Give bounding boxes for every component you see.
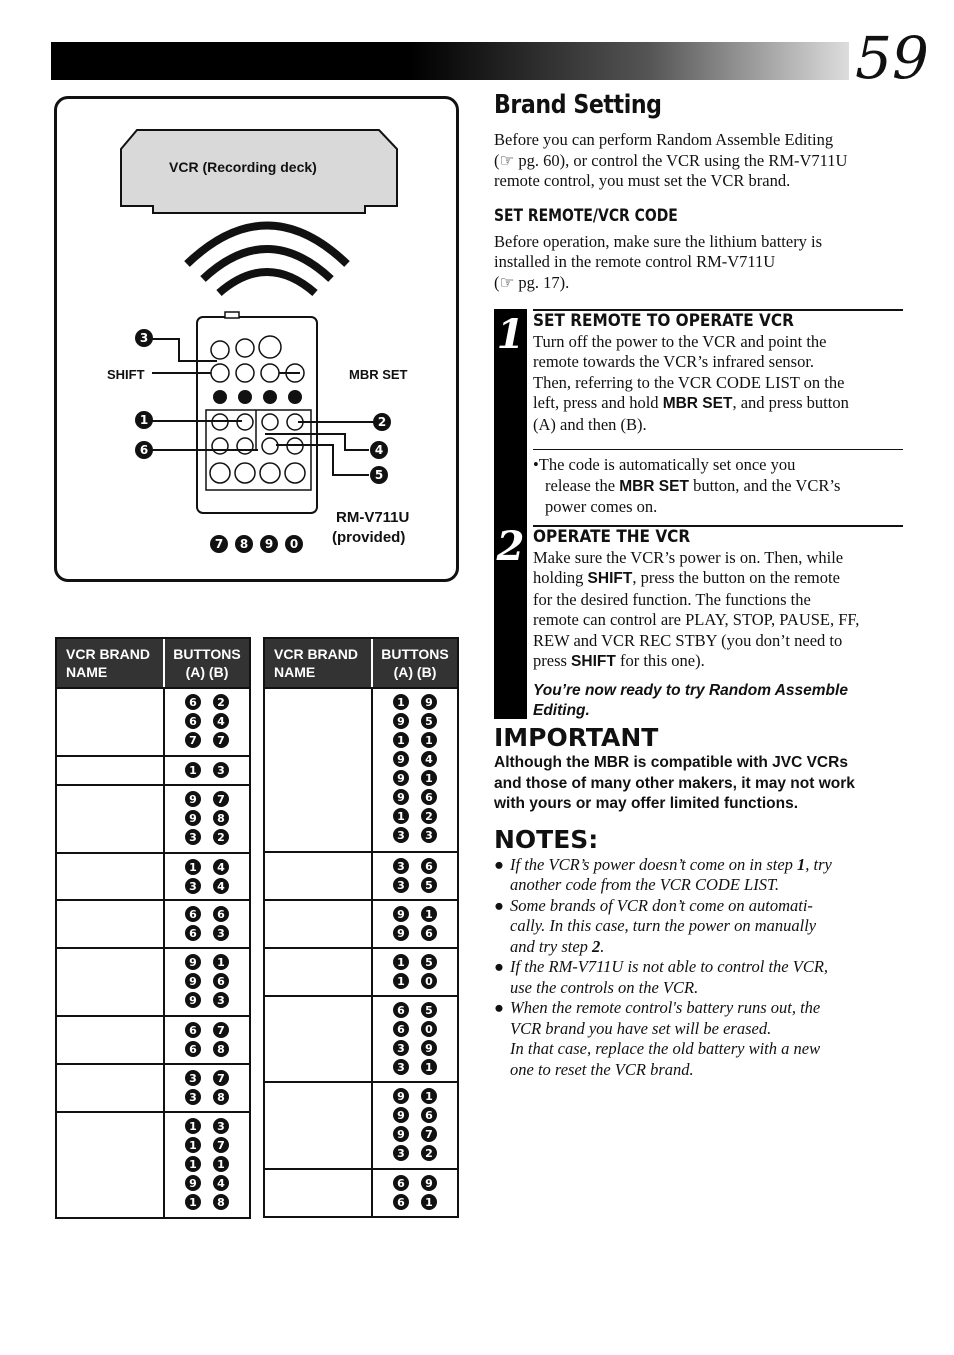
code-a: 6 — [185, 906, 201, 922]
callout-9: 9 — [260, 535, 278, 553]
step-1-note: •The code is automatically set once you release the MBR SET button, and the VCR’s power comes on. — [533, 455, 841, 516]
header-buttons: BUTTONS — [381, 646, 449, 662]
code-b: 9 — [421, 1040, 437, 1056]
code-b: 3 — [213, 1118, 229, 1134]
code-a: 3 — [185, 1070, 201, 1086]
button-codes-cell — [373, 689, 457, 851]
code-pair — [185, 1175, 229, 1191]
code-b: 1 — [421, 1194, 437, 1210]
code-b: 6 — [421, 1107, 437, 1123]
callout-0: 0 — [285, 535, 303, 553]
code-a: 9 — [393, 1088, 409, 1104]
code-a: 3 — [393, 1059, 409, 1075]
code-a: 6 — [185, 925, 201, 941]
code-a: 1 — [185, 1156, 201, 1172]
illustration-panel — [54, 96, 459, 582]
intro-line-2: (☞ pg. 60), or control the VCR using the RM-V711U — [494, 150, 848, 170]
steps — [494, 293, 906, 719]
brand-name-cell — [57, 854, 165, 899]
callout-5: 5 — [370, 466, 388, 484]
before-line-3: (☞ pg. 17). — [494, 272, 570, 292]
brand-name-cell — [265, 949, 373, 995]
vcr-code-table-right — [263, 637, 459, 1218]
vcr-code-table-left — [55, 637, 251, 1219]
brand-name-cell — [57, 1113, 165, 1217]
code-a: 9 — [185, 992, 201, 1008]
code-a: 9 — [393, 713, 409, 729]
brand-name-cell — [265, 901, 373, 947]
code-b: 1 — [421, 1088, 437, 1104]
brand-name-cell — [265, 689, 373, 851]
callout-1: 1 — [135, 411, 153, 429]
code-b: 1 — [421, 1059, 437, 1075]
brand-name-cell — [57, 786, 165, 852]
step-1-line: remote towards the VCR’s infrared sensor. — [533, 352, 815, 371]
note-item: ● If the VCR’s power doesn’t come on in step 1, try another code from the VCR CODE LIST. — [494, 854, 832, 894]
code-pair — [393, 827, 437, 843]
code-a: 1 — [185, 1118, 201, 1134]
step-1-line: (A) and then (B). — [533, 414, 647, 434]
code-pair — [393, 954, 437, 970]
code-a: 6 — [185, 694, 201, 710]
header-brand-name-2: NAME — [274, 664, 316, 680]
step-1-heading: SET REMOTE TO OPERATE VCR — [533, 311, 794, 331]
code-b: 4 — [213, 1175, 229, 1191]
code-b: 8 — [213, 1041, 229, 1057]
code-a: 9 — [393, 789, 409, 805]
main-content — [494, 90, 906, 1080]
code-pair — [393, 925, 437, 941]
code-pair — [393, 1107, 437, 1123]
button-codes-cell — [373, 853, 457, 899]
code-pair — [185, 1118, 229, 1134]
table-row — [57, 1015, 249, 1063]
intro-line-1: Before you can perform Random Assemble Editing — [494, 130, 834, 149]
button-codes-cell — [165, 901, 249, 947]
code-pair — [393, 1126, 437, 1142]
code-pair — [393, 732, 437, 748]
callout-6: 6 — [135, 441, 153, 459]
code-pair — [393, 1175, 437, 1191]
note-item: ● If the RM-V711U is not able to control the VCR, use the controls on the VCR. — [494, 957, 829, 997]
code-b: 3 — [213, 925, 229, 941]
page-number: 59 — [855, 24, 929, 92]
code-a: 9 — [185, 791, 201, 807]
code-pair — [393, 1002, 437, 1018]
step-1-line: Turn off the power to the VCR and point the — [533, 331, 827, 351]
code-pair — [185, 1194, 229, 1210]
code-b: 4 — [213, 878, 229, 894]
code-b: 1 — [213, 1156, 229, 1172]
step-1 — [533, 311, 903, 435]
code-b: 8 — [213, 1194, 229, 1210]
code-b: 7 — [213, 1070, 229, 1086]
code-b: 9 — [421, 694, 437, 710]
header-brand-name-2: NAME — [66, 664, 108, 680]
button-codes-cell — [165, 1113, 249, 1217]
code-pair — [393, 973, 437, 989]
table-row — [57, 1063, 249, 1111]
step-2-line: press SHIFT for this one). — [533, 651, 705, 670]
table-row — [57, 947, 249, 1015]
code-pair — [185, 829, 229, 845]
table-row — [57, 852, 249, 899]
code-b: 7 — [213, 791, 229, 807]
brand-name-cell — [57, 757, 165, 784]
remote-model-label: RM-V711U — [336, 509, 410, 526]
code-a: 9 — [185, 810, 201, 826]
code-pair — [393, 808, 437, 824]
code-pair — [185, 1041, 229, 1057]
code-b: 5 — [421, 877, 437, 893]
button-codes-cell — [373, 901, 457, 947]
table-row — [57, 899, 249, 947]
before-line-1: Before operation, make sure the lithium battery is — [494, 231, 823, 251]
code-a: 1 — [393, 808, 409, 824]
code-b: 6 — [421, 925, 437, 941]
brand-name-cell — [265, 853, 373, 899]
button-codes-cell — [373, 1083, 457, 1168]
code-b: 3 — [213, 992, 229, 1008]
code-b: 7 — [213, 732, 229, 748]
code-b: 4 — [213, 859, 229, 875]
code-a: 9 — [393, 906, 409, 922]
code-pair — [185, 954, 229, 970]
code-a: 6 — [185, 1022, 201, 1038]
code-pair — [185, 992, 229, 1008]
code-pair — [185, 1156, 229, 1172]
header-brand-name-1: VCR BRAND — [66, 646, 150, 662]
code-b: 7 — [421, 1126, 437, 1142]
code-pair — [185, 713, 229, 729]
code-pair — [185, 810, 229, 826]
intro-line-3: remote control, you must set the VCR brand. — [494, 171, 791, 190]
code-a: 3 — [185, 878, 201, 894]
code-a: 1 — [185, 762, 201, 778]
callout-8: 8 — [235, 535, 253, 553]
code-b: 2 — [213, 694, 229, 710]
table-row — [57, 687, 249, 755]
code-a: 1 — [393, 954, 409, 970]
code-a: 1 — [393, 694, 409, 710]
code-a: 9 — [393, 770, 409, 786]
brand-name-cell — [57, 1065, 165, 1111]
code-b: 2 — [421, 808, 437, 824]
code-b: 1 — [421, 770, 437, 786]
code-b: 5 — [421, 713, 437, 729]
callout-2: 2 — [373, 413, 391, 431]
code-pair — [185, 925, 229, 941]
code-pair — [185, 878, 229, 894]
table-row — [265, 1081, 457, 1168]
code-b: 5 — [421, 954, 437, 970]
step-2-line: Make sure the VCR’s power is on. Then, while — [533, 547, 844, 567]
callout-4: 4 — [370, 441, 388, 459]
table-row — [57, 755, 249, 784]
code-a: 6 — [393, 1175, 409, 1191]
brand-name-cell — [57, 949, 165, 1015]
button-codes-cell — [165, 949, 249, 1015]
code-b: 3 — [421, 827, 437, 843]
code-b: 0 — [421, 1021, 437, 1037]
code-a: 7 — [185, 732, 201, 748]
code-pair — [393, 770, 437, 786]
header-buttons: BUTTONS — [173, 646, 241, 662]
ready-note: You’re now ready to try Random Assemble Editing. — [533, 681, 848, 719]
step-2-line: remote can control are PLAY, STOP, PAUSE, FF, — [533, 610, 860, 629]
code-pair — [185, 906, 229, 922]
code-b: 7 — [213, 1022, 229, 1038]
step-1-line: Then, referring to the VCR CODE LIST on the — [533, 372, 845, 392]
brand-name-cell — [265, 997, 373, 1081]
step-2 — [533, 527, 903, 721]
button-codes-cell — [165, 757, 249, 784]
code-pair — [393, 1145, 437, 1161]
code-pair — [393, 713, 437, 729]
code-pair — [185, 1089, 229, 1105]
code-pair — [393, 751, 437, 767]
code-pair — [393, 906, 437, 922]
code-a: 6 — [393, 1194, 409, 1210]
code-a: 9 — [185, 973, 201, 989]
header-brand-name-1: VCR BRAND — [274, 646, 358, 662]
brand-name-cell — [57, 1017, 165, 1063]
before-line-2: installed in the remote control RM-V711U — [494, 252, 776, 271]
table-row — [265, 947, 457, 995]
code-pair — [393, 1021, 437, 1037]
code-b: 3 — [213, 762, 229, 778]
infrared-waves-icon — [187, 226, 347, 294]
button-codes-cell — [373, 949, 457, 995]
code-b: 6 — [421, 858, 437, 874]
code-a: 6 — [393, 1002, 409, 1018]
code-pair — [185, 859, 229, 875]
code-pair — [393, 1040, 437, 1056]
step-2-number: 2 — [496, 523, 525, 570]
code-pair — [185, 732, 229, 748]
code-a: 6 — [185, 1041, 201, 1057]
shift-label: SHIFT — [107, 367, 145, 382]
code-a: 1 — [185, 859, 201, 875]
code-a: 6 — [393, 1021, 409, 1037]
step-bar — [494, 309, 527, 719]
code-b: 9 — [421, 1175, 437, 1191]
table-row — [57, 784, 249, 852]
table-header — [265, 639, 457, 687]
page-title: Brand Setting — [494, 90, 662, 120]
code-pair — [393, 1059, 437, 1075]
table-row — [57, 1111, 249, 1217]
vcr-label: VCR (Recording deck) — [169, 159, 317, 175]
brand-name-cell — [265, 1170, 373, 1216]
brand-name-cell — [265, 1083, 373, 1168]
code-b: 8 — [213, 810, 229, 826]
table-row — [265, 995, 457, 1081]
code-pair — [393, 1088, 437, 1104]
code-a: 9 — [393, 1107, 409, 1123]
button-codes-cell — [165, 1065, 249, 1111]
button-codes-cell — [373, 997, 457, 1081]
step-2-line: holding SHIFT, press the button on the remote — [533, 568, 840, 587]
brand-name-cell — [57, 901, 165, 947]
code-b: 1 — [421, 732, 437, 748]
code-pair — [393, 858, 437, 874]
code-a: 3 — [393, 827, 409, 843]
code-b: 1 — [421, 906, 437, 922]
code-a: 3 — [185, 829, 201, 845]
code-b: 4 — [421, 751, 437, 767]
code-b: 1 — [213, 954, 229, 970]
table-header — [57, 639, 249, 687]
code-b: 5 — [421, 1002, 437, 1018]
code-pair — [393, 789, 437, 805]
note-item: ● Some brands of VCR don’t come on automati- cally. In this case, turn the power on manually and try step 2. — [494, 895, 817, 956]
table-row — [265, 899, 457, 947]
code-pair — [185, 791, 229, 807]
code-a: 1 — [185, 1137, 201, 1153]
header-ab: (A) (B) — [185, 664, 229, 680]
code-pair — [185, 694, 229, 710]
code-a: 9 — [393, 751, 409, 767]
code-a: 1 — [393, 973, 409, 989]
code-pair — [185, 1070, 229, 1086]
code-pair — [393, 694, 437, 710]
code-b: 0 — [421, 973, 437, 989]
remote-provided-label: (provided) — [332, 529, 406, 546]
code-b: 4 — [213, 713, 229, 729]
important-text: Although the MBR is compatible with JVC VCRs and those of many other makers, it may not work with yours or may offer limited functions. — [494, 754, 855, 812]
table-row — [265, 687, 457, 851]
code-b: 7 — [213, 1137, 229, 1153]
header-bar — [51, 42, 849, 80]
code-a: 9 — [393, 925, 409, 941]
code-b: 2 — [213, 829, 229, 845]
code-a: 9 — [185, 954, 201, 970]
table-row — [265, 851, 457, 899]
code-pair — [185, 1022, 229, 1038]
button-codes-cell — [373, 1170, 457, 1216]
code-pair — [185, 762, 229, 778]
code-a: 3 — [185, 1089, 201, 1105]
notes-list — [494, 855, 906, 1081]
note-item: ● When the remote control's battery runs out, the VCR brand you have set will be erased. In that case, replace the old battery with a new one to reset the VCR brand. — [494, 998, 821, 1079]
button-codes-cell — [165, 689, 249, 755]
callout-3: 3 — [135, 329, 153, 347]
code-pair — [393, 1194, 437, 1210]
button-codes-cell — [165, 854, 249, 899]
important-heading: IMPORTANT — [494, 723, 659, 752]
code-a: 9 — [185, 1175, 201, 1191]
step-2-line: for the desired function. The functions the — [533, 589, 811, 609]
button-codes-cell — [165, 1017, 249, 1063]
step-2-line: REW and VCR REC STBY (you don’t need to — [533, 630, 843, 650]
code-a: 3 — [393, 877, 409, 893]
notes-heading: NOTES: — [494, 824, 599, 854]
code-a: 3 — [393, 858, 409, 874]
code-b: 2 — [421, 1145, 437, 1161]
code-pair — [185, 1137, 229, 1153]
code-a: 6 — [185, 713, 201, 729]
code-b: 6 — [213, 906, 229, 922]
step-1-line: left, press and hold MBR SET, and press button — [533, 393, 849, 412]
step-1-number: 1 — [496, 311, 525, 358]
header-ab: (A) (B) — [393, 664, 437, 680]
code-pair — [393, 877, 437, 893]
section-subheading: SET REMOTE/VCR CODE — [494, 205, 678, 226]
code-a: 3 — [393, 1145, 409, 1161]
code-b: 8 — [213, 1089, 229, 1105]
button-codes-cell — [165, 786, 249, 852]
code-b: 6 — [421, 789, 437, 805]
callout-7: 7 — [210, 535, 228, 553]
code-b: 6 — [213, 973, 229, 989]
code-a: 1 — [393, 732, 409, 748]
code-pair — [185, 973, 229, 989]
code-a: 9 — [393, 1126, 409, 1142]
code-a: 1 — [185, 1194, 201, 1210]
code-a: 3 — [393, 1040, 409, 1056]
mbr-set-label: MBR SET — [349, 367, 408, 382]
step-2-heading: OPERATE THE VCR — [533, 527, 691, 547]
table-row — [265, 1168, 457, 1216]
brand-name-cell — [57, 689, 165, 755]
